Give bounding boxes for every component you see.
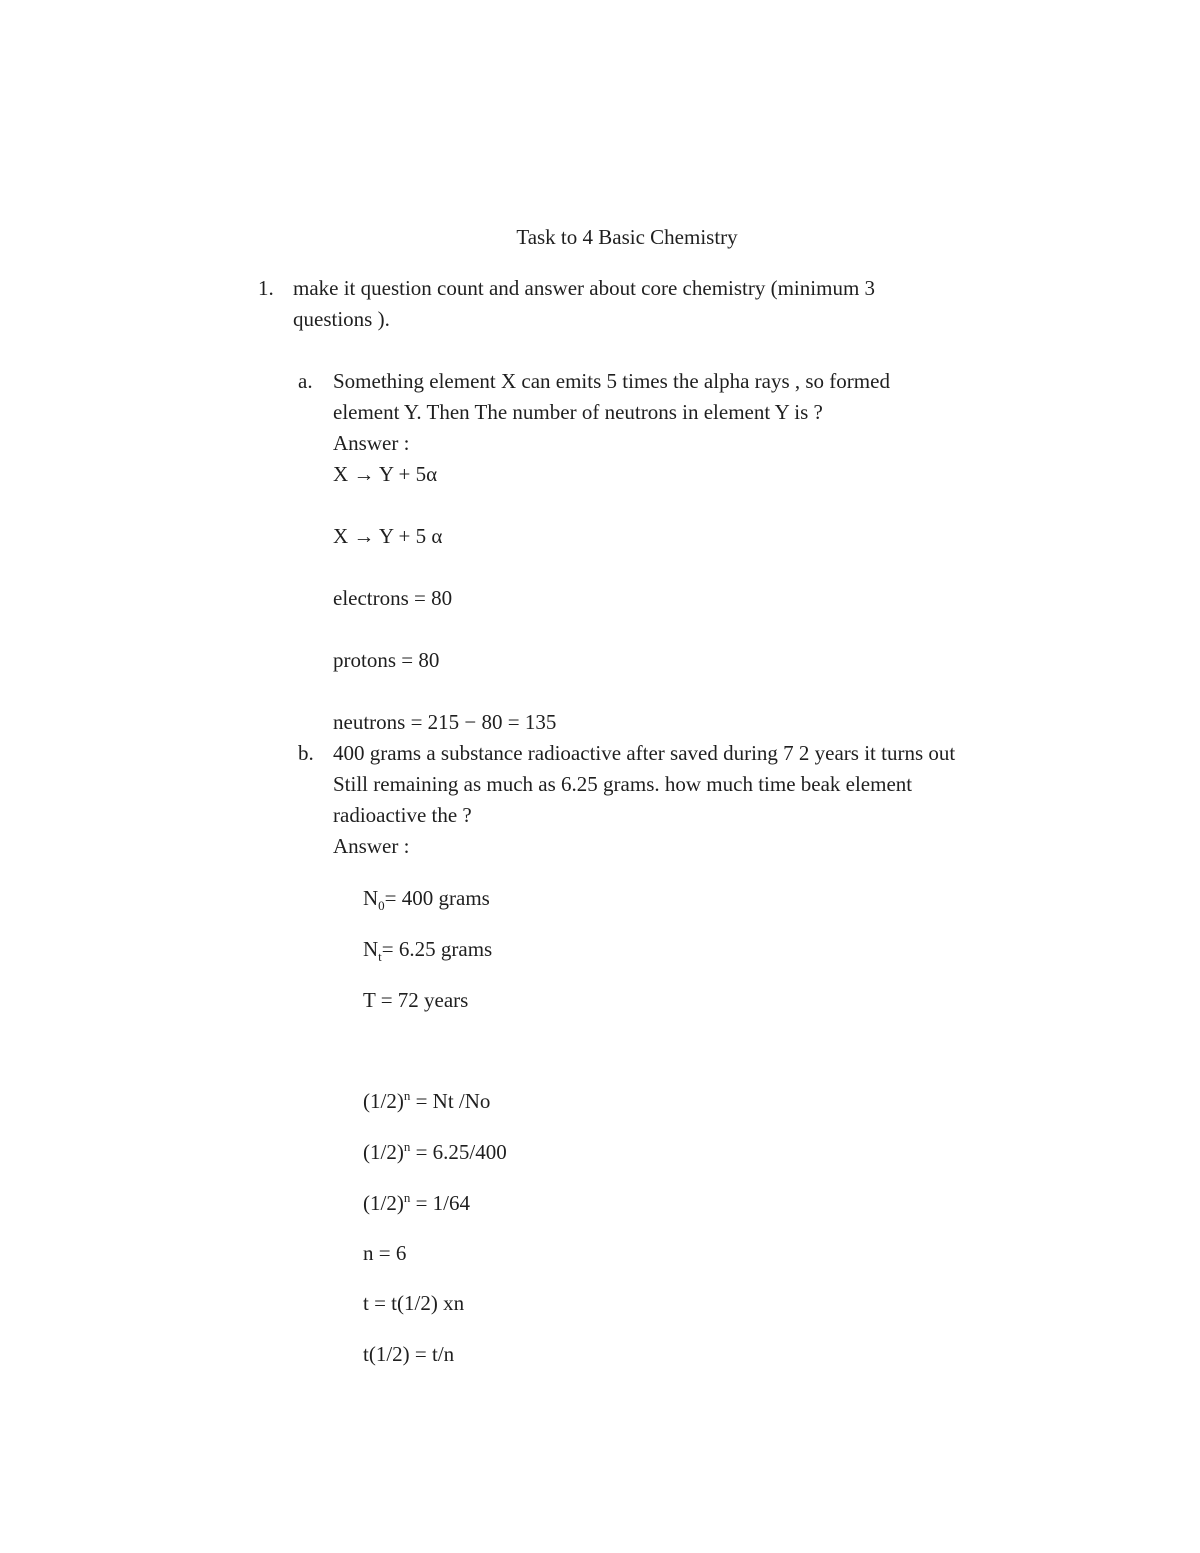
question-a-answer-label: Answer : — [333, 431, 410, 455]
item-1-number: 1. — [258, 276, 274, 300]
question-a-line-1: Something element X can emits 5 times the alpha rays , so formed — [333, 369, 890, 393]
symbol-n: N — [363, 886, 379, 910]
question-a-step: protons = 80 — [333, 648, 440, 672]
exponent: n — [403, 1139, 411, 1154]
question-a-letter: a. — [298, 369, 313, 393]
question-b-step: n = 6 — [363, 1241, 407, 1265]
equation-rest: = 1/64 — [410, 1191, 471, 1215]
question-a-step: electrons = 80 — [333, 586, 453, 610]
question-b-line-1: 400 grams a substance radioactive after saved during 7 2 years it turns out — [333, 741, 956, 765]
document-title: Task to 4 Basic Chemistry — [516, 225, 738, 249]
remaining-amount-line — [363, 934, 492, 965]
power-equation-line — [363, 1137, 507, 1168]
question-b-step: t = t(1/2) xn — [363, 1291, 465, 1315]
time-line: T = 72 years — [363, 988, 469, 1012]
symbol-n: N — [363, 937, 379, 961]
equation-rest: = 400 grams — [384, 886, 490, 910]
exponent: n — [403, 1088, 411, 1103]
question-a-line-2: element Y. Then The number of neutrons in element Y is ? — [333, 400, 823, 424]
question-b-step: t(1/2) = t/n — [363, 1342, 455, 1366]
question-a-step: X → Y + 5 α — [333, 524, 443, 548]
question-b-line-3: radioactive the ? — [333, 803, 472, 827]
equation-rest: = 6.25 grams — [381, 937, 493, 961]
equation-rest: = 6.25/400 — [410, 1140, 507, 1164]
power-equation-line — [363, 1086, 490, 1117]
item-1-text-line-2: questions ). — [293, 307, 390, 331]
item-1-text-line-1: make it question count and answer about core chemistry (minimum 3 — [293, 276, 876, 300]
initial-amount-line — [363, 883, 490, 914]
question-b-letter: b. — [298, 741, 314, 765]
fraction-base: (1/2) — [363, 1089, 404, 1113]
fraction-base: (1/2) — [363, 1140, 404, 1164]
subscript: t — [378, 949, 382, 965]
question-a-step: neutrons = 215 − 80 = 135 — [333, 710, 557, 734]
equation-rest: = Nt /No — [410, 1089, 491, 1113]
subscript: 0 — [378, 898, 385, 914]
power-equation-line — [363, 1188, 470, 1219]
exponent: n — [403, 1190, 411, 1205]
question-b-answer-label: Answer : — [333, 834, 410, 858]
question-b-line-2: Still remaining as much as 6.25 grams. how much time beak element — [333, 772, 913, 796]
question-a-step: X → Y + 5α — [333, 462, 438, 486]
fraction-base: (1/2) — [363, 1191, 404, 1215]
